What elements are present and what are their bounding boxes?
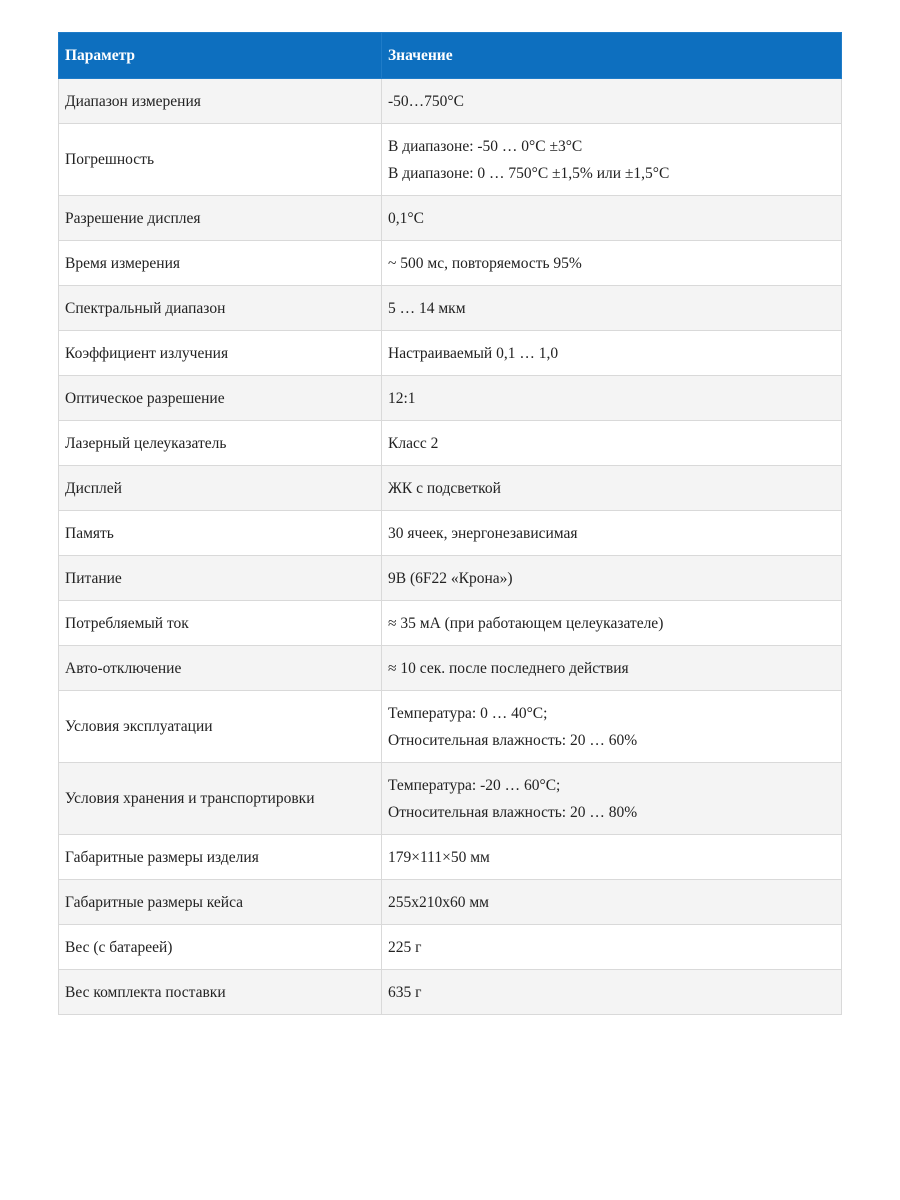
value-line: 225 г xyxy=(388,938,422,956)
value-line: В диапазоне: 0 … 750°C ±1,5% или ±1,5°C xyxy=(388,164,670,182)
value-cell xyxy=(382,556,842,601)
table-row xyxy=(59,691,842,763)
specs-table xyxy=(58,32,842,1015)
param-cell: Спектральный диапазон xyxy=(59,286,382,331)
param-cell: Разрешение дисплея xyxy=(59,196,382,241)
value-cell xyxy=(382,691,842,763)
value-line: 5 … 14 мкм xyxy=(388,299,466,317)
param-cell: Авто-отключение xyxy=(59,646,382,691)
header-value: Значение xyxy=(382,33,842,79)
value-cell xyxy=(382,880,842,925)
table-row xyxy=(59,970,842,1015)
param-cell: Вес (с батареей) xyxy=(59,925,382,970)
table-row xyxy=(59,763,842,835)
header-row xyxy=(59,33,842,79)
value-cell xyxy=(382,286,842,331)
table-row xyxy=(59,646,842,691)
value-cell xyxy=(382,925,842,970)
value-line: 179×111×50 мм xyxy=(388,848,490,866)
value-line: ≈ 35 мА (при работающем целеуказателе) xyxy=(388,614,664,632)
table-row xyxy=(59,466,842,511)
value-line: В диапазоне: -50 … 0°C ±3°C xyxy=(388,137,583,155)
value-cell xyxy=(382,124,842,196)
value-line: ЖК с подсветкой xyxy=(388,479,501,497)
value-line: 255x210x60 мм xyxy=(388,893,489,911)
table-row xyxy=(59,421,842,466)
value-cell xyxy=(382,601,842,646)
value-cell xyxy=(382,376,842,421)
value-cell xyxy=(382,763,842,835)
value-line: Класс 2 xyxy=(388,434,439,452)
value-cell xyxy=(382,241,842,286)
specs-table-body xyxy=(59,79,842,1015)
value-line: 9В (6F22 «Крона») xyxy=(388,569,513,587)
table-row xyxy=(59,286,842,331)
value-cell xyxy=(382,466,842,511)
param-cell: Погрешность xyxy=(59,124,382,196)
value-cell xyxy=(382,79,842,124)
param-cell: Память xyxy=(59,511,382,556)
value-cell xyxy=(382,835,842,880)
table-row xyxy=(59,79,842,124)
value-line: Температура: -20 … 60°C; xyxy=(388,776,561,794)
table-row xyxy=(59,241,842,286)
value-line: Относительная влажность: 20 … 60% xyxy=(388,731,638,749)
value-cell xyxy=(382,511,842,556)
value-cell xyxy=(382,970,842,1015)
table-row xyxy=(59,511,842,556)
param-cell: Оптическое разрешение xyxy=(59,376,382,421)
value-line: ~ 500 мс, повторяемость 95% xyxy=(388,254,582,272)
param-cell: Диапазон измерения xyxy=(59,79,382,124)
param-cell: Потребляемый ток xyxy=(59,601,382,646)
value-cell xyxy=(382,331,842,376)
table-row xyxy=(59,835,842,880)
value-cell xyxy=(382,646,842,691)
table-row xyxy=(59,925,842,970)
param-cell: Вес комплекта поставки xyxy=(59,970,382,1015)
specs-table-header xyxy=(59,33,842,79)
value-line: 12:1 xyxy=(388,389,416,407)
value-line: 635 г xyxy=(388,983,422,1001)
value-line: 0,1°C xyxy=(388,209,424,227)
value-cell xyxy=(382,421,842,466)
param-cell: Условия эксплуатации xyxy=(59,691,382,763)
param-cell: Время измерения xyxy=(59,241,382,286)
table-row xyxy=(59,880,842,925)
param-cell: Лазерный целеуказатель xyxy=(59,421,382,466)
param-cell: Габаритные размеры изделия xyxy=(59,835,382,880)
param-cell: Дисплей xyxy=(59,466,382,511)
table-row xyxy=(59,376,842,421)
table-row xyxy=(59,124,842,196)
param-cell: Питание xyxy=(59,556,382,601)
table-row xyxy=(59,331,842,376)
value-line: 30 ячеек, энергонезависимая xyxy=(388,524,578,542)
value-line: -50…750°C xyxy=(388,92,464,110)
param-cell: Габаритные размеры кейса xyxy=(59,880,382,925)
value-line: Настраиваемый 0,1 … 1,0 xyxy=(388,344,559,362)
table-row xyxy=(59,556,842,601)
value-line: Температура: 0 … 40°C; xyxy=(388,704,548,722)
value-cell xyxy=(382,196,842,241)
value-line: ≈ 10 сек. после последнего действия xyxy=(388,659,629,677)
value-line: Относительная влажность: 20 … 80% xyxy=(388,803,638,821)
table-row xyxy=(59,601,842,646)
table-row xyxy=(59,196,842,241)
param-cell: Коэффициент излучения xyxy=(59,331,382,376)
header-param: Параметр xyxy=(59,33,382,79)
param-cell: Условия хранения и транспортировки xyxy=(59,763,382,835)
